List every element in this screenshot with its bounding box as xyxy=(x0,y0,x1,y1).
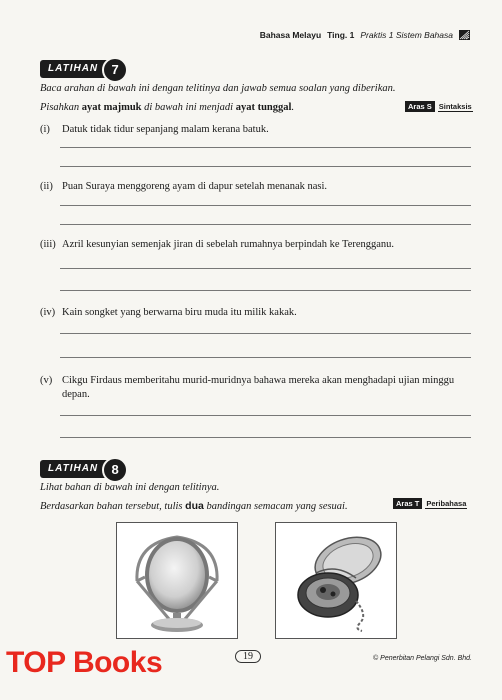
question-i xyxy=(40,123,269,137)
answer-line[interactable] xyxy=(60,437,471,438)
latihan-7-instruction-2 xyxy=(40,102,294,113)
instr-bold-tunggal: ayat tunggal xyxy=(235,102,292,113)
watermark-books: Books xyxy=(72,646,163,679)
answer-line[interactable] xyxy=(60,147,471,148)
latihan-7-instruction-1: Baca arahan di bawah ini dengan telitinya dan jawab semua soalan yang diberikan. xyxy=(40,83,396,94)
latihan-7-number: 7 xyxy=(102,57,128,83)
instr-part: bandingan semacam yang sesuai. xyxy=(203,501,348,512)
answer-line[interactable] xyxy=(60,415,471,416)
aras-tag: Aras T xyxy=(393,498,422,509)
publisher-credit: © Penerbitan Pelangi Sdn. Bhd. xyxy=(373,655,472,662)
answer-line[interactable] xyxy=(60,268,471,269)
section-label: Praktis 1 Sistem Bahasa xyxy=(360,30,453,40)
page-header xyxy=(260,30,470,40)
instr-part: Berdasarkan bahan tersebut, tulis xyxy=(40,501,186,512)
latihan-7-badge xyxy=(40,58,118,78)
instr-bold-dua: dua xyxy=(185,500,204,512)
page-number: 19 xyxy=(235,650,261,663)
mirror-image xyxy=(116,522,238,639)
instr-bold-majmuk: ayat majmuk xyxy=(81,102,142,113)
latihan-8-number: 8 xyxy=(102,457,128,483)
latihan-7-label: LATIHAN xyxy=(48,63,99,74)
question-number: (i) xyxy=(40,124,50,135)
subject-label: Bahasa Melayu xyxy=(259,30,322,40)
answer-line[interactable] xyxy=(60,290,471,291)
question-text: Cikgu Firdaus memberitahu murid-muridnya bahawa mereka akan menghadapi ujian minggu depan. xyxy=(62,375,455,400)
instr-part: Pisahkan xyxy=(40,102,82,113)
question-number: (ii) xyxy=(40,181,53,192)
question-text: Kain songket yang berwarna biru muda itu milik kakak. xyxy=(62,307,297,318)
answer-line[interactable] xyxy=(60,205,471,206)
question-iv xyxy=(40,306,297,320)
watermark-top: TOP xyxy=(6,646,66,679)
latihan-8-badge xyxy=(40,458,118,478)
mirror-icon xyxy=(117,523,237,638)
answer-line[interactable] xyxy=(60,333,471,334)
latihan-7-aras xyxy=(405,101,473,112)
aras-topic: Sintaksis xyxy=(438,101,472,111)
compact-powder-image xyxy=(275,522,397,639)
question-text: Azril kesunyian semenjak jiran di sebelah rumahnya berpindah ke Terengganu. xyxy=(62,239,395,250)
question-ii xyxy=(40,180,327,194)
question-number: (iii) xyxy=(40,239,56,250)
aras-topic: Peribahasa xyxy=(426,498,467,508)
level-label: Ting. 1 xyxy=(327,30,355,40)
instr-part: . xyxy=(291,102,295,113)
latihan-8-aras xyxy=(393,498,467,509)
watermark-logo xyxy=(6,646,162,680)
aras-tag: Aras S xyxy=(405,101,435,112)
latihan-8-instruction-1: Lihat bahan di bawah ini dengan telitinya. xyxy=(40,482,220,493)
latihan-8-label: LATIHAN xyxy=(48,463,99,474)
compact-icon xyxy=(276,523,396,638)
answer-line[interactable] xyxy=(60,357,471,358)
stairs-icon xyxy=(459,30,470,40)
question-number: (v) xyxy=(40,375,53,386)
answer-line[interactable] xyxy=(60,166,471,167)
question-number: (iv) xyxy=(40,307,56,318)
question-iii xyxy=(40,238,394,252)
instr-part: di bawah ini menjadi xyxy=(141,102,236,113)
question-text: Puan Suraya menggoreng ayam di dapur setelah menanak nasi. xyxy=(62,181,328,192)
latihan-8-instruction-2 xyxy=(40,500,348,512)
question-text: Datuk tidak tidur sepanjang malam kerana batuk. xyxy=(62,124,269,135)
answer-line[interactable] xyxy=(60,224,471,225)
question-v xyxy=(40,374,472,402)
